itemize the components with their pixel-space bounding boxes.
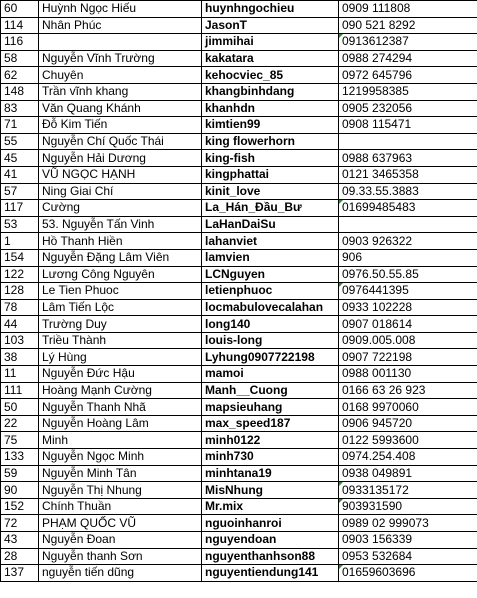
cell-nickname[interactable]: minh730 (202, 449, 339, 466)
cell-member-name[interactable] (39, 34, 202, 51)
cell-phone[interactable] (339, 216, 477, 233)
cell-phone[interactable]: 0974.254.408 (339, 449, 477, 466)
cell-phone[interactable]: 0166 63 26 923 (339, 382, 477, 399)
table-row (1, 150, 477, 167)
cell-nickname[interactable]: LaHanDaiSu (202, 216, 339, 233)
cell-nickname[interactable]: khangbinhdang (202, 83, 339, 100)
cell-nickname[interactable]: Lyhung0907722198 (202, 349, 339, 366)
table-row (1, 299, 477, 316)
cell-phone[interactable]: 09.33.55.3883 (339, 183, 477, 200)
cell-member-number[interactable]: 78 (1, 299, 39, 316)
table-row (1, 83, 477, 100)
cell-phone[interactable] (339, 133, 477, 150)
cell-member-name[interactable]: Lâm Tiến Lộc (39, 299, 202, 316)
cell-member-number[interactable]: 44 (1, 316, 39, 333)
cell-phone[interactable]: 0988 001130 (339, 366, 477, 383)
cell-member-name[interactable]: Chính Thuần (39, 498, 202, 515)
cell-member-number[interactable]: 154 (1, 249, 39, 266)
cell-phone[interactable]: 01699485483 (339, 200, 477, 217)
table-row (1, 117, 477, 134)
cell-phone[interactable]: 0122 5993600 (339, 432, 477, 449)
cell-member-number[interactable]: 116 (1, 34, 39, 51)
cell-member-number[interactable]: 22 (1, 415, 39, 432)
cell-member-name[interactable]: Nguyễn thanh Sơn (39, 548, 202, 565)
cell-nickname[interactable]: nguyendoan (202, 532, 339, 549)
cell-member-name[interactable]: Nguyễn Chí Quốc Thái (39, 133, 202, 150)
cell-nickname[interactable]: minh0122 (202, 432, 339, 449)
cell-nickname[interactable]: king flowerhorn (202, 133, 339, 150)
cell-member-name[interactable]: Trần vĩnh khang (39, 83, 202, 100)
cell-member-number[interactable]: 55 (1, 133, 39, 150)
cell-nickname[interactable]: LCNguyen (202, 266, 339, 283)
cell-member-name[interactable]: Hoàng Mạnh Cường (39, 382, 202, 399)
table-row (1, 1, 477, 18)
cell-phone[interactable]: 090 521 8292 (339, 17, 477, 34)
cell-member-number[interactable]: 57 (1, 183, 39, 200)
cell-member-number[interactable]: 50 (1, 399, 39, 416)
table-row (1, 449, 477, 466)
cell-nickname[interactable]: jimmihai (202, 34, 339, 51)
cell-phone[interactable]: 0989 02 999073 (339, 515, 477, 532)
cell-nickname[interactable]: louis-long (202, 332, 339, 349)
cell-phone[interactable]: 0907 722198 (339, 349, 477, 366)
table-row (1, 283, 477, 300)
cell-member-name[interactable]: Nguyễn Ngọc Minh (39, 449, 202, 466)
cell-member-name[interactable]: Hồ Thanh Hiền (39, 233, 202, 250)
table-row (1, 249, 477, 266)
table-row (1, 515, 477, 532)
cell-nickname[interactable]: minhtana19 (202, 465, 339, 482)
cell-member-number[interactable]: 58 (1, 50, 39, 67)
table-row (1, 565, 477, 582)
table-row (1, 266, 477, 283)
cell-member-number[interactable]: 59 (1, 465, 39, 482)
cell-phone[interactable]: 0933 102228 (339, 299, 477, 316)
cell-nickname[interactable]: locmabulovecalahan (202, 299, 339, 316)
cell-phone[interactable]: 0903 926322 (339, 233, 477, 250)
cell-member-number[interactable]: 122 (1, 266, 39, 283)
table-row (1, 34, 477, 51)
cell-nickname[interactable]: kakatara (202, 50, 339, 67)
table-row (1, 498, 477, 515)
table-row (1, 432, 477, 449)
table-row (1, 216, 477, 233)
cell-nickname[interactable]: nguoinhanroi (202, 515, 339, 532)
cell-nickname[interactable]: Manh__Cuong (202, 382, 339, 399)
cell-nickname[interactable]: letienphuoc (202, 283, 339, 300)
cell-phone[interactable]: 0909.005.008 (339, 332, 477, 349)
cell-phone[interactable]: 1219958385 (339, 83, 477, 100)
cell-nickname[interactable]: La_Hán_Đầu_Bư (202, 200, 339, 217)
cell-phone[interactable]: 0988 274294 (339, 50, 477, 67)
cell-nickname[interactable]: max_speed187 (202, 415, 339, 432)
cell-member-number[interactable]: 43 (1, 532, 39, 549)
cell-nickname[interactable]: MisNhung (202, 482, 339, 499)
cell-nickname[interactable]: king-fish (202, 150, 339, 167)
cell-nickname[interactable]: huynhngochieu (202, 1, 339, 18)
cell-member-name[interactable]: 53. Nguyễn Tấn Vinh (39, 216, 202, 233)
cell-member-name[interactable]: Chuyên (39, 67, 202, 84)
cell-phone[interactable]: 0938 049891 (339, 465, 477, 482)
cell-nickname[interactable]: kehocviec_85 (202, 67, 339, 84)
cell-member-number[interactable]: 1 (1, 233, 39, 250)
cell-phone[interactable]: 0903 156339 (339, 532, 477, 549)
cell-member-number[interactable]: 41 (1, 166, 39, 183)
cell-member-number[interactable]: 62 (1, 67, 39, 84)
member-table-body (1, 1, 477, 582)
cell-member-number[interactable]: 75 (1, 432, 39, 449)
cell-member-name[interactable]: Trường Duy (39, 316, 202, 333)
cell-member-name[interactable]: Nguyễn Vĩnh Trường (39, 50, 202, 67)
cell-member-number[interactable]: 114 (1, 17, 39, 34)
cell-nickname[interactable]: lamvien (202, 249, 339, 266)
cell-phone[interactable]: 0988 637963 (339, 150, 477, 167)
cell-member-number[interactable]: 28 (1, 548, 39, 565)
cell-phone[interactable]: 0953 532684 (339, 548, 477, 565)
cell-member-number[interactable]: 117 (1, 200, 39, 217)
cell-member-name[interactable]: PHẠM QUỐC VŨ (39, 515, 202, 532)
cell-member-name[interactable]: Nguyễn Thị Nhung (39, 482, 202, 499)
cell-phone[interactable]: 0908 115471 (339, 117, 477, 134)
cell-phone[interactable]: 0906 945720 (339, 415, 477, 432)
cell-member-number[interactable]: 111 (1, 382, 39, 399)
cell-phone[interactable]: 0168 9970060 (339, 399, 477, 416)
table-row (1, 532, 477, 549)
cell-member-name[interactable]: Lương Công Nguyên (39, 266, 202, 283)
cell-phone[interactable]: 0905 232056 (339, 100, 477, 117)
cell-member-number[interactable]: 53 (1, 216, 39, 233)
cell-member-number[interactable]: 83 (1, 100, 39, 117)
cell-nickname[interactable]: mamoi (202, 366, 339, 383)
cell-member-number[interactable]: 71 (1, 117, 39, 134)
cell-phone[interactable]: 0907 018614 (339, 316, 477, 333)
cell-phone[interactable]: 0933135172 (339, 482, 477, 499)
cell-member-number[interactable]: 152 (1, 498, 39, 515)
cell-member-number[interactable]: 128 (1, 283, 39, 300)
cell-member-number[interactable]: 72 (1, 515, 39, 532)
cell-nickname[interactable]: kingphattai (202, 166, 339, 183)
cell-member-number[interactable]: 148 (1, 83, 39, 100)
table-row (1, 233, 477, 250)
cell-phone[interactable]: 0976441395 (339, 283, 477, 300)
table-row (1, 17, 477, 34)
cell-member-name[interactable]: Văn Quang Khánh (39, 100, 202, 117)
cell-member-number[interactable]: 11 (1, 366, 39, 383)
cell-nickname[interactable]: kinit_love (202, 183, 339, 200)
table-row (1, 67, 477, 84)
cell-nickname[interactable]: khanhdn (202, 100, 339, 117)
cell-member-name[interactable]: Le Tien Phuoc (39, 283, 202, 300)
table-row (1, 415, 477, 432)
cell-phone[interactable]: 01659603696 (339, 565, 477, 582)
cell-member-name[interactable]: Nguyễn Đặng Lâm Viên (39, 249, 202, 266)
table-row (1, 50, 477, 67)
cell-member-name[interactable]: Nhân Phúc (39, 17, 202, 34)
table-row (1, 332, 477, 349)
cell-phone[interactable]: 0976.50.55.85 (339, 266, 477, 283)
table-row (1, 465, 477, 482)
cell-phone[interactable]: 0913612387 (339, 34, 477, 51)
cell-nickname[interactable]: nguyenthanhson88 (202, 548, 339, 565)
cell-member-name[interactable]: Minh (39, 432, 202, 449)
table-row (1, 183, 477, 200)
cell-phone[interactable]: 906 (339, 249, 477, 266)
cell-member-name[interactable]: Triều Thành (39, 332, 202, 349)
table-row (1, 482, 477, 499)
cell-nickname[interactable]: long140 (202, 316, 339, 333)
cell-nickname[interactable]: lahanviet (202, 233, 339, 250)
cell-member-name[interactable]: Nguyễn Minh Tân (39, 465, 202, 482)
table-row (1, 166, 477, 183)
cell-member-name[interactable]: VŨ NGỌC HẠNH (39, 166, 202, 183)
cell-member-number[interactable]: 133 (1, 449, 39, 466)
table-row (1, 382, 477, 399)
cell-member-number[interactable]: 38 (1, 349, 39, 366)
cell-member-name[interactable]: Nguyễn Thanh Nhã (39, 399, 202, 416)
cell-member-number[interactable]: 137 (1, 565, 39, 582)
table-row (1, 366, 477, 383)
cell-nickname[interactable]: kimtien99 (202, 117, 339, 134)
cell-member-name[interactable]: Nguyễn Đức Hậu (39, 366, 202, 383)
cell-member-number[interactable]: 60 (1, 1, 39, 18)
cell-member-name[interactable]: Ning Giai Chí (39, 183, 202, 200)
table-row (1, 200, 477, 217)
cell-nickname[interactable]: Mr.mix (202, 498, 339, 515)
cell-member-name[interactable]: Nguyễn Hải Dương (39, 150, 202, 167)
cell-nickname[interactable]: nguyentiendung141 (202, 565, 339, 582)
table-row (1, 133, 477, 150)
table-row (1, 548, 477, 565)
cell-phone[interactable]: 0909 111808 (339, 1, 477, 18)
cell-nickname[interactable]: JasonT (202, 17, 339, 34)
cell-member-name[interactable]: Nguyễn Hoàng Lâm (39, 415, 202, 432)
cell-phone[interactable]: 0121 3465358 (339, 166, 477, 183)
table-row (1, 100, 477, 117)
cell-member-name[interactable]: nguyễn tiến dũng (39, 565, 202, 582)
cell-phone[interactable]: 903931590 (339, 498, 477, 515)
cell-member-name[interactable]: Nguyễn Đoan (39, 532, 202, 549)
table-row (1, 399, 477, 416)
cell-member-name[interactable]: Huỳnh Ngọc Hiếu (39, 1, 202, 18)
cell-member-number[interactable]: 45 (1, 150, 39, 167)
cell-member-name[interactable]: Lý Hùng (39, 349, 202, 366)
cell-phone[interactable]: 0972 645796 (339, 67, 477, 84)
cell-member-number[interactable]: 103 (1, 332, 39, 349)
table-row (1, 316, 477, 333)
cell-member-number[interactable]: 90 (1, 482, 39, 499)
cell-member-name[interactable]: Cường (39, 200, 202, 217)
cell-member-name[interactable]: Đỗ Kim Tiến (39, 117, 202, 134)
table-row (1, 349, 477, 366)
cell-nickname[interactable]: mapsieuhang (202, 399, 339, 416)
